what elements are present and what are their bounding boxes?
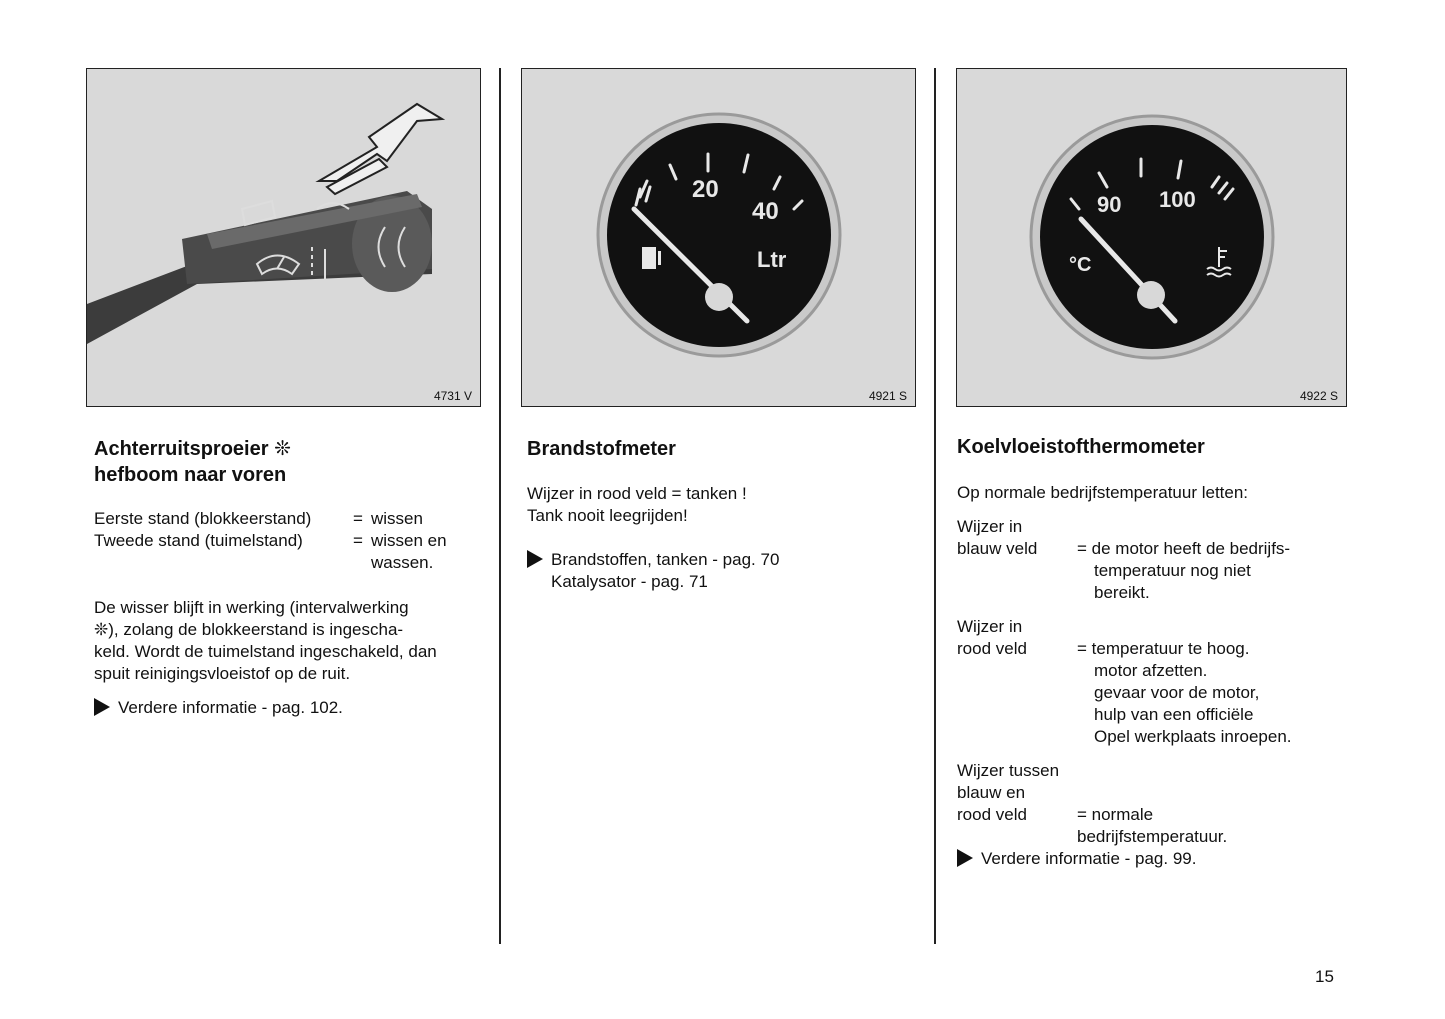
block-term: blauw veld — [957, 539, 1038, 558]
section-heading: Brandstofmeter — [527, 438, 676, 460]
block-term: rood veld — [957, 639, 1027, 658]
intro-line: Op normale bedrijfstemperatuur letten: — [957, 483, 1249, 502]
gauge-unit: °C — [1069, 254, 1092, 276]
paragraph-line: ❊), zolang de blokkeerstand is ingescha- — [94, 620, 404, 639]
paragraph-line: keld. Wordt de tuimelstand ingeschakeld, dan — [94, 642, 437, 661]
gauge-label: 90 — [1097, 192, 1122, 217]
paragraph-line: De wisser blijft in werking (intervalwerking — [94, 598, 409, 617]
block-term: blauw en — [957, 783, 1026, 802]
block-value: temperatuur nog niet — [1094, 561, 1251, 580]
definition-value: wassen. — [371, 553, 434, 572]
reference-link[interactable]: Katalysator - pag. 71 — [551, 572, 708, 591]
block-value: bedrijfstemperatuur. — [1077, 827, 1228, 846]
definition-term: Eerste stand (blokkeerstand) — [94, 509, 312, 528]
definition-term: Tweede stand (tuimelstand) — [94, 531, 303, 550]
definition-value: wissen — [371, 509, 423, 528]
wiper-lever-illustration — [86, 68, 481, 407]
block-term: rood veld — [957, 805, 1027, 824]
definition-sep: = — [353, 509, 363, 528]
heading-line: Achterruitsproeier — [94, 438, 269, 460]
definition-sep: = — [353, 531, 363, 550]
block-value: bereikt. — [1094, 583, 1150, 602]
reference-text: Brandstoffen, tanken - pag. 70 — [551, 550, 780, 569]
section-heading — [94, 436, 291, 488]
definition-value: wissen en — [371, 531, 447, 550]
coolant-gauge-illustration — [956, 68, 1347, 407]
fuel-gauge-illustration — [521, 68, 916, 407]
block-value: motor afzetten. — [1094, 661, 1208, 680]
block-value: gevaar voor de motor, — [1094, 683, 1260, 702]
gauge-label: 100 — [1159, 187, 1196, 212]
figure-code: 4731 V — [433, 389, 472, 403]
page-number: 15 — [1315, 967, 1334, 986]
column-divider-left — [499, 68, 501, 944]
figure-code: 4922 S — [1299, 389, 1338, 403]
reference-link[interactable] — [94, 697, 343, 719]
heading-line: hefboom naar voren — [94, 464, 287, 486]
block-value: Opel werkplaats inroepen. — [1094, 727, 1292, 746]
block-value: = normale — [1077, 805, 1154, 824]
block-value: = temperatuur te hoog. — [1077, 639, 1250, 658]
gauge-label: 40 — [752, 198, 779, 225]
reference-text: Verdere informatie - pag. 99. — [981, 849, 1197, 868]
section-heading: Koelvloeistofthermometer — [957, 436, 1205, 458]
reference-arrow-icon — [527, 550, 543, 568]
block-term: Wijzer in — [957, 617, 1023, 636]
block-term: Wijzer in — [957, 517, 1023, 536]
figure-code: 4921 S — [868, 389, 907, 403]
reference-arrow-icon — [957, 849, 973, 867]
reference-link[interactable] — [527, 549, 779, 571]
gauge-unit: Ltr — [757, 247, 787, 272]
body-line: Wijzer in rood veld = tanken ! — [527, 484, 747, 503]
reference-link[interactable] — [957, 848, 1196, 870]
reference-text: Verdere informatie - pag. 102. — [118, 698, 343, 717]
column-divider-right — [934, 68, 936, 944]
block-term: Wijzer tussen — [957, 761, 1060, 780]
reference-arrow-icon — [94, 698, 110, 716]
paragraph-line: spuit reinigingsvloeistof op de ruit. — [94, 664, 351, 683]
block-value: = de motor heeft de bedrijfs- — [1077, 539, 1291, 558]
body-line: Tank nooit leegrijden! — [527, 506, 688, 525]
block-value: hulp van een officiële — [1094, 705, 1254, 724]
gauge-label: 20 — [692, 176, 719, 203]
snowflake-icon: ❊ — [274, 438, 291, 460]
